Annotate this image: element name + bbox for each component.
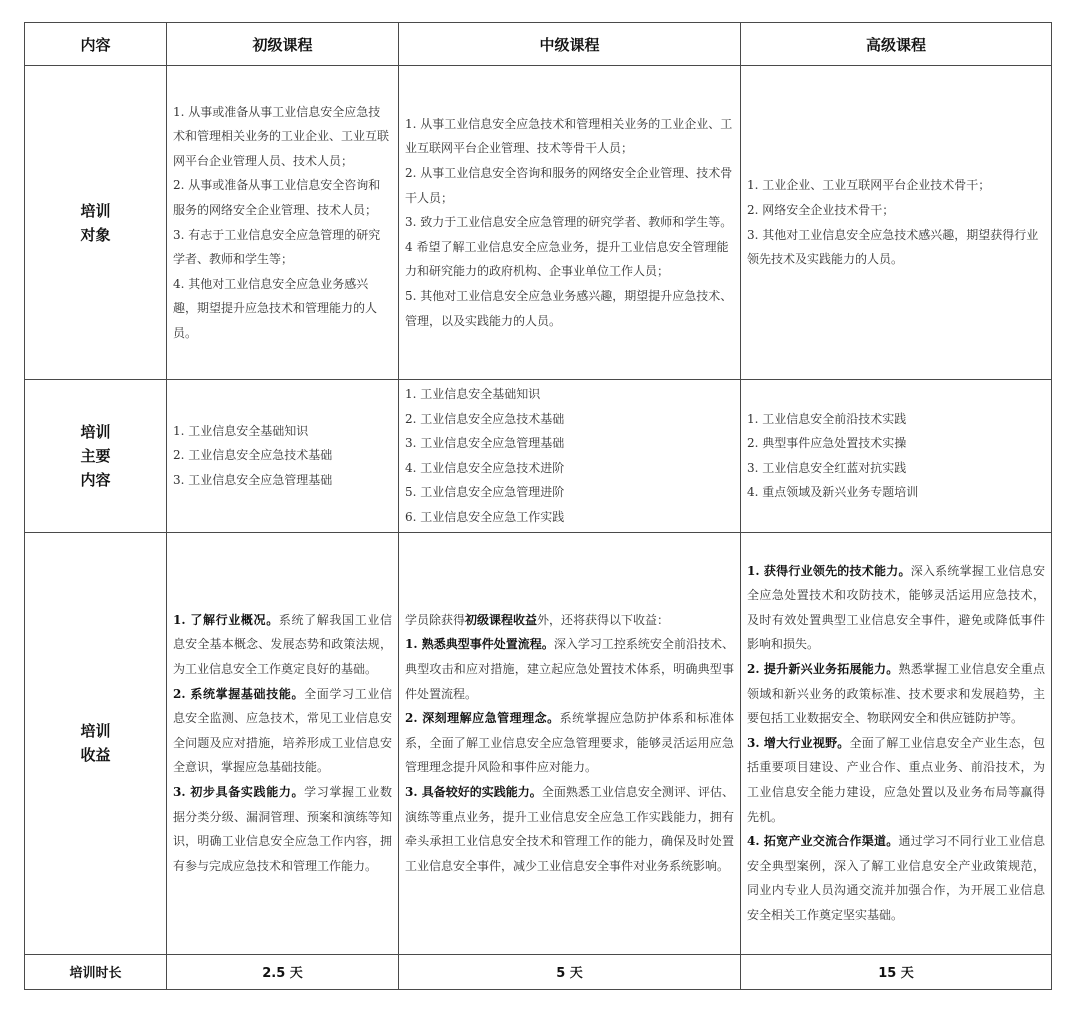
- list-item: 3. 工业信息安全红蓝对抗实践: [747, 460, 907, 475]
- benefit-intro: 学员除获得初级课程收益外，还将获得以下收益：: [405, 612, 670, 627]
- benefit-beginner: [167, 532, 399, 954]
- row-label-target: 培训 对象: [25, 66, 167, 380]
- list-item: 2. 工业信息安全应急技术基础: [173, 448, 333, 463]
- duration-intermediate: 5 天: [399, 954, 741, 989]
- target-beginner: [167, 66, 399, 380]
- header-advanced: 高级课程: [741, 23, 1052, 66]
- header-beginner: 初级课程: [167, 23, 399, 66]
- list-item: 4. 重点领域及新兴业务专题培训: [747, 485, 919, 500]
- list-item: 1. 工业企业、工业互联网平台企业技术骨干；: [747, 178, 991, 193]
- header-intermediate: 中级课程: [399, 23, 741, 66]
- list-item: 1. 工业信息安全基础知识: [405, 387, 541, 401]
- row-label-content: 培训 主要 内容: [25, 380, 167, 533]
- content-intermediate: [399, 380, 741, 533]
- target-intermediate: [399, 66, 741, 380]
- target-advanced: [741, 66, 1052, 380]
- list-item: 1. 工业信息安全前沿技术实践: [747, 411, 907, 426]
- list-item: 5. 工业信息安全应急管理进阶: [405, 485, 565, 500]
- list-item: 3. 增大行业视野。全面了解工业信息安全产业生态，包括重要项目建设、产业合作、重点业务、前沿技术，为工业信息安全能力建设，应急处置以及业务布局等赢得先机。: [747, 735, 1045, 824]
- benefit-advanced: [741, 532, 1052, 954]
- list-item: 4 希望了解工业信息安全应急业务，提升工业信息安全管理能力和研究能力的政府机构、企事业单位工作人员；: [405, 239, 729, 279]
- list-item: 6. 工业信息安全应急工作实践: [405, 509, 565, 524]
- list-item: 3. 初步具备实践能力。学习掌握工业数据分类分级、漏洞管理、预案和演练等知识，明确工业信息安全应急工作内容，拥有参与完成应急技术和管理工作能力。: [173, 784, 392, 873]
- list-item: 3. 具备较好的实践能力。全面熟悉工业信息安全测评、评估、演练等重点业务，提升工业信息安全应急工作实践能力，拥有牵头承担工业信息安全技术和管理工作的能力，确保及时处置工业信息安全事件，减少工业信息安全事件对业务系统影响。: [405, 784, 734, 873]
- duration-beginner: 2.5 天: [167, 954, 399, 989]
- list-item: 3. 工业信息安全应急管理基础: [405, 436, 565, 451]
- list-item: 2. 深刻理解应急管理理念。系统掌握应急防护体系和标准体系，全面了解工业信息安全应急管理要求，能够灵活运用应急管理理念提升风险和事件应对能力。: [405, 711, 734, 775]
- list-item: 3. 工业信息安全应急管理基础: [173, 473, 333, 488]
- content-advanced: [741, 380, 1052, 533]
- list-item: 2. 典型事件应急处置技术实操: [747, 436, 907, 451]
- row-label-duration: 培训时长: [25, 954, 167, 989]
- benefit-intermediate: [399, 532, 741, 954]
- list-item: 1. 从事或准备从事工业信息安全应急技术和管理相关业务的工业企业、工业互联网平台企业管理人员、技术人员；: [173, 104, 390, 168]
- row-label-benefit: 培训 收益: [25, 532, 167, 954]
- list-item: 2. 从事工业信息安全咨询和服务的网络安全企业管理、技术骨干人员；: [405, 166, 733, 205]
- list-item: 1. 了解行业概况。系统了解我国工业信息安全基本概念、发展态势和政策法规，为工业信息安全工作奠定良好的基础。: [173, 612, 392, 676]
- list-item: 2. 提升新兴业务拓展能力。熟悉掌握工业信息安全重点领域和新兴业务的政策标准、技术要求和发展趋势，主要包括工业数据安全、物联网安全和供应链防护等。: [747, 661, 1045, 726]
- list-item: 2. 系统掌握基础技能。全面学习工业信息安全监测、应急技术，常见工业信息安全问题及应对措施，培养形成工业信息安全意识，掌握应急基础技能。: [173, 686, 392, 775]
- list-item: 1. 从事工业信息安全应急技术和管理相关业务的工业企业、工业互联网平台企业管理、技术等骨干人员；: [405, 116, 733, 156]
- row-content: [25, 380, 1052, 533]
- list-item: 2. 网络安全企业技术骨干；: [747, 202, 895, 217]
- list-item: 1. 熟悉典型事件处置流程。深入学习工控系统安全前沿技术、典型攻击和应对措施，建立起应急处置技术体系，明确典型事件处置流程。: [405, 637, 734, 701]
- list-item: 2. 工业信息安全应急技术基础: [405, 411, 565, 426]
- list-item: 3. 其他对工业信息安全应急技术感兴趣，期望获得行业领先技术及实践能力的人员。: [747, 227, 1039, 267]
- list-item: 1. 获得行业领先的技术能力。深入系统掌握工业信息安全应急处置技术和攻防技术，能够灵活运用应急技术，及时有效处置典型工业信息安全事件，避免或降低事件影响和损失。: [747, 563, 1045, 652]
- row-duration: [25, 954, 1052, 989]
- list-item: 2. 从事或准备从事工业信息安全咨询和服务的网络安全企业管理、技术人员；: [173, 178, 381, 217]
- list-item: 5. 其他对工业信息安全应急业务感兴趣，期望提升应急技术、管理，以及实践能力的人员。: [405, 288, 733, 328]
- row-target: [25, 66, 1052, 380]
- course-comparison-table: [24, 22, 1052, 990]
- list-item: 4. 拓宽产业交流合作渠道。通过学习不同行业工业信息安全典型案例，深入了解工业信息安全产业政策规范，同业内专业人员沟通交流并加强合作，为开展工业信息安全相关工作奠定坚实基础。: [747, 834, 1045, 922]
- list-item: 1. 工业信息安全基础知识: [173, 423, 309, 438]
- duration-advanced: 15 天: [741, 954, 1052, 989]
- list-item: 3. 有志于工业信息安全应急管理的研究学者、教师和学生等；: [173, 227, 381, 267]
- list-item: 3. 致力于工业信息安全应急管理的研究学者、教师和学生等。: [405, 215, 733, 230]
- header-content: 内容: [25, 23, 167, 66]
- row-benefit: [25, 532, 1052, 954]
- content-beginner: [167, 380, 399, 533]
- list-item: 4. 其他对工业信息安全应急业务感兴趣，期望提升应急技术和管理能力的人员。: [173, 276, 378, 340]
- header-row: [25, 23, 1052, 66]
- list-item: 4. 工业信息安全应急技术进阶: [405, 460, 565, 475]
